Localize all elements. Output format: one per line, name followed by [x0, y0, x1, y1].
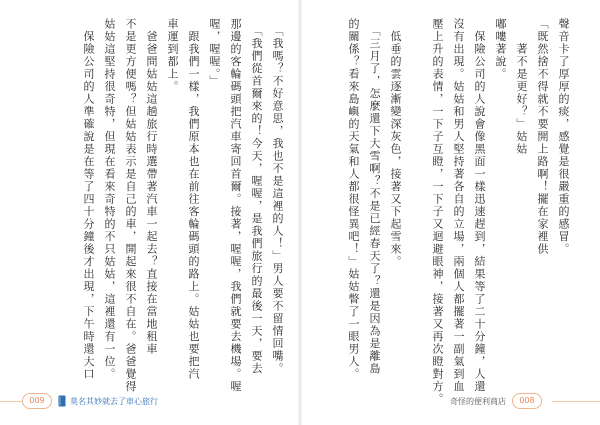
left-text-column-9: 姑姑這堅持很奇特，但現在看來奇特的不只姑姑，這裡還有一位。	[103, 18, 116, 381]
right-text-column-1: 聲音卡了厚厚的痰，感覺是很嚴重的感冒。	[557, 18, 570, 256]
right-footer-title: 奇怪的便利商店	[450, 396, 506, 406]
book-icon	[58, 395, 66, 407]
right-text-column-10: 「三月了，怎麼還下大雪啊？不是已經春天了？還是因為是離島	[368, 18, 381, 375]
left-text-column-4: 喔，喔喔。」	[208, 18, 221, 88]
left-footer	[22, 392, 158, 410]
left-text-column-10: 保險公司的人準確說是在等了四十分鐘後才出現，下午時還大口	[82, 18, 95, 381]
right-text-column-2: 「既然捨不得就不要開上路啊！擺在家裡供	[536, 18, 549, 256]
right-page-number: 008	[512, 393, 542, 409]
right-text-column-6: 沒有出現。姑姑和男人堅持著各自的立場，兩個人都擺著一副氣到血	[452, 18, 465, 393]
left-text-column-2: 「我們從首爾來的！今天，喔喔，是我們旅行的最後一天，要去	[250, 18, 263, 375]
right-footer-rule	[552, 401, 600, 402]
right-text-column-11: 的關係？看來島嶼的天氣和人都很怪異吧！」姑姑瞥了一眼男人。	[347, 18, 360, 381]
right-page	[300, 0, 600, 425]
left-text-column-7: 爸爸問姑姑這趟旅行時選帶著汽車一起去？直接在當地租車	[145, 18, 158, 356]
left-text-column-8: 不是更方便嗎？但姑姑表示是自己的車，開起來很不自在。爸爸覺得	[124, 18, 137, 393]
left-footer-title: 莫名其妙就去了車心旅行	[70, 396, 158, 406]
left-text-column-6: 車運到都上。	[166, 18, 179, 93]
right-text-column-5: 保險公司的人說會像黑面一樣迅速趕到，結果等了二十分鐘，人還	[473, 18, 486, 393]
left-text-column-3: 那邊的客輪碼頭把汽車寄回首爾。接著，喔喔，我們就要去機場。喔	[229, 18, 242, 393]
left-page-number: 009	[22, 393, 52, 409]
right-text-column-9: 低垂的雲逐漸變深灰色，接著又下起雪來。	[389, 18, 402, 268]
left-text-column-5: 跟我們一樣，我們原本也在前往客輪碼頭的路上。姑姑也要把汽	[187, 18, 200, 381]
left-footer-rule	[0, 401, 22, 402]
right-text-column-3: 著不是更好？」姑姑	[515, 18, 528, 156]
right-footer	[450, 392, 542, 410]
left-text-column-1: 「我嗎？不好意思，我也不是這裡的人！」男人要不留情回嘴。	[271, 18, 284, 375]
right-text-column-7: 壓上升的表情，一下子互瞪，一下子又迴避眼神，接著又再次瞪對方。	[431, 18, 444, 406]
right-text-column-4: 嘟嘍著說。	[494, 18, 507, 81]
